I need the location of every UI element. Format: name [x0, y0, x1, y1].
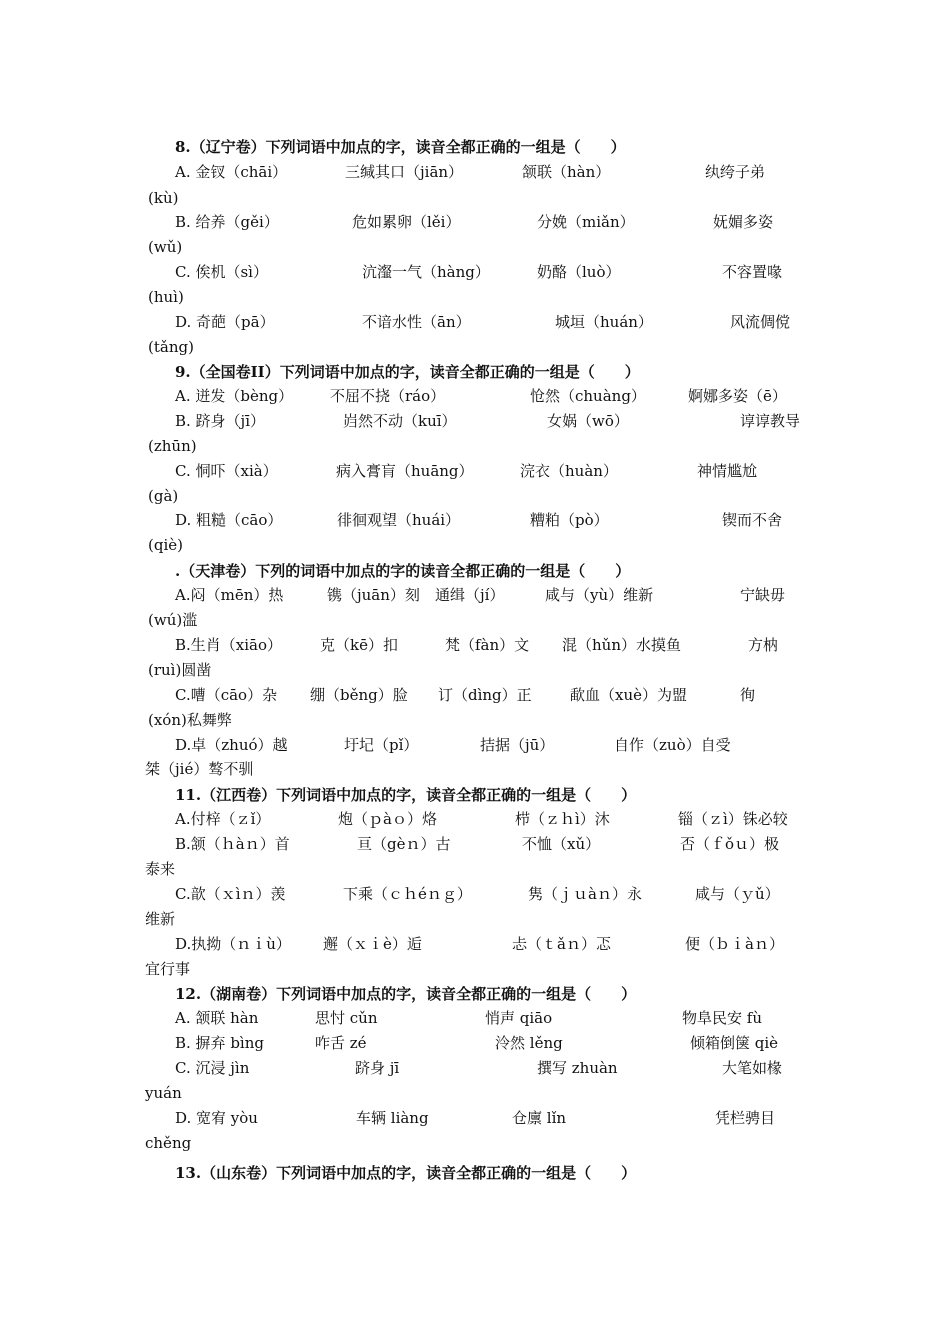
option-item: 徇 — [740, 686, 756, 704]
option-line — [0, 832, 950, 856]
option-item: (ruì)圆凿 — [148, 661, 212, 679]
option-line — [0, 658, 950, 682]
option-item: 倾箱倒箧 qiè — [690, 1034, 779, 1052]
option-item: (zhūn) — [148, 437, 197, 455]
option-item: 泰来 — [145, 860, 176, 878]
option-item: 栉（ｚｈì）沐 — [515, 810, 610, 828]
option-line — [0, 1081, 950, 1105]
option-line — [0, 957, 950, 981]
option-item: 混（hǔn）水摸鱼 — [562, 636, 681, 654]
option-item: 物阜民安 fù — [682, 1009, 762, 1027]
option-item: 邂（ｘｉè）逅 — [323, 935, 422, 953]
question-heading-text: .（天津卷）下列的词语中加点的字的读音全都正确的一组是（ ） — [175, 562, 631, 580]
option-item: C. 沉浸 jìn — [175, 1059, 250, 1077]
option-item: A. 金钗（chāi） — [175, 163, 288, 181]
option-item: 否（ｆǒｕ）极 — [680, 835, 780, 853]
option-item: 咸与（ｙǔ） — [695, 885, 780, 903]
option-item: D. 粗糙（cāo） — [175, 511, 283, 529]
question-heading — [0, 135, 950, 159]
option-item: 克（kē）扣 — [320, 636, 398, 654]
question-heading — [0, 783, 950, 807]
option-item: 奶酪（luò） — [537, 263, 621, 281]
option-item: 神情尴尬 — [697, 462, 758, 480]
option-line — [0, 210, 950, 234]
option-item: 岿然不动（kuī） — [343, 412, 457, 430]
option-line — [0, 1056, 950, 1080]
option-item: B.生肖（xiāo） — [175, 636, 283, 654]
option-item: (kù) — [148, 189, 179, 207]
option-item: 凭栏骋目 — [715, 1109, 776, 1127]
option-item: 咸与（yù）维新 — [545, 586, 654, 604]
option-line — [0, 1006, 950, 1030]
option-line — [0, 285, 950, 309]
option-item: 便（ｂｉàｎ） — [685, 935, 784, 953]
option-line — [0, 384, 950, 408]
option-item: 梵（fàn）文 — [445, 636, 530, 654]
option-line — [0, 683, 950, 707]
option-item: 炮（ｐàｏ）烙 — [338, 810, 437, 828]
option-item: 绷（běng）脸 — [310, 686, 408, 704]
option-item: yuán — [145, 1084, 182, 1102]
option-item: 撰写 zhuàn — [537, 1059, 618, 1077]
option-item: 镌（juān）刻 — [327, 586, 420, 604]
option-item: 大笔如椽 — [722, 1059, 783, 1077]
option-item: 病入膏肓（huāng） — [336, 462, 474, 480]
option-item: 不恤（xǔ） — [522, 835, 601, 853]
option-item: 谆谆教导 — [740, 412, 801, 430]
question-heading-text: 12.（湖南卷）下列词语中加点的字，读音全都正确的一组是（ ） — [175, 985, 637, 1003]
option-line — [0, 434, 950, 458]
option-item: 危如累卵（lěi） — [352, 213, 461, 231]
option-item: 糟粕（pò） — [530, 511, 609, 529]
option-line — [0, 409, 950, 433]
option-item: D. 奇葩（pā） — [175, 313, 275, 331]
option-item: 城垣（huán） — [555, 313, 653, 331]
option-item: 圩圮（pǐ） — [344, 736, 419, 754]
option-item: 不容置喙 — [722, 263, 783, 281]
option-item: 三缄其口（jiān） — [345, 163, 464, 181]
option-item: 通缉（jí） — [435, 586, 505, 604]
option-line — [0, 186, 950, 210]
option-item: C.歆（ｘìｎ）羡 — [175, 885, 286, 903]
question-heading — [0, 982, 950, 1006]
option-item: 咋舌 zé — [315, 1034, 367, 1052]
option-item: chěng — [145, 1134, 192, 1152]
option-item: D. 宽宥 yòu — [175, 1109, 258, 1127]
option-item: 怆然（chuàng） — [530, 387, 646, 405]
option-item: A. 颔联 hàn — [175, 1009, 259, 1027]
question-heading-text: 13.（山东卷）下列词语中加点的字，读音全都正确的一组是（ ） — [175, 1164, 637, 1182]
option-line — [0, 533, 950, 557]
option-item: 思忖 cǔn — [315, 1009, 378, 1027]
question-heading-text: 9.（全国卷II）下列词语中加点的字，读音全都正确的一组是（ ） — [175, 363, 640, 381]
option-line — [0, 235, 950, 259]
option-item: 悄声 qiāo — [485, 1009, 553, 1027]
option-line — [0, 310, 950, 334]
option-line — [0, 857, 950, 881]
option-item: 亘（gèｎ）古 — [357, 835, 451, 853]
option-item: 不谙水性（ān） — [362, 313, 471, 331]
option-item: (qiè) — [148, 536, 183, 554]
option-line — [0, 633, 950, 657]
option-line — [0, 608, 950, 632]
option-item: A.闷（mēn）热 — [175, 586, 284, 604]
question-heading — [0, 559, 950, 583]
option-line — [0, 508, 950, 532]
option-item: 锲而不舍 — [722, 511, 783, 529]
option-item: 仓廪 lǐn — [512, 1109, 567, 1127]
question-heading — [0, 360, 950, 384]
option-item: 拮据（jū） — [480, 736, 555, 754]
option-line — [0, 260, 950, 284]
option-item: (tǎng) — [148, 338, 194, 356]
option-line — [0, 757, 950, 781]
option-item: (gà) — [148, 487, 179, 505]
option-item: 婀娜多姿（ē） — [688, 387, 787, 405]
option-item: C.嘈（cāo）杂 — [175, 686, 278, 704]
option-item: A. 迸发（bèng） — [175, 387, 294, 405]
option-item: (huì) — [148, 288, 184, 306]
option-line — [0, 708, 950, 732]
option-line — [0, 484, 950, 508]
option-item: 隽（ｊｕàｎ）永 — [528, 885, 642, 903]
option-line — [0, 335, 950, 359]
option-item: 浣衣（huàn） — [520, 462, 618, 480]
option-line — [0, 459, 950, 483]
option-item: D.执拗（ｎｉù） — [175, 935, 291, 953]
option-line — [0, 160, 950, 184]
option-item: C. 恫吓（xià） — [175, 462, 278, 480]
option-item: B.颔（ｈàｎ）首 — [175, 835, 290, 853]
option-item: (wú)滥 — [148, 611, 198, 629]
option-item: 泠然 lěng — [495, 1034, 563, 1052]
option-item: 忐（ｔǎｎ）忑 — [512, 935, 611, 953]
option-item: D.卓（zhuó）越 — [175, 736, 288, 754]
option-item: 徘徊观望（huái） — [337, 511, 461, 529]
option-item: 宜行事 — [145, 960, 191, 978]
option-line — [0, 882, 950, 906]
option-item: A.付梓（ｚǐ） — [175, 810, 271, 828]
option-item: C. 俟机（sì） — [175, 263, 268, 281]
option-item: 下乘（ｃｈéｎｇ） — [343, 885, 472, 903]
option-item: 桀（jié）骜不驯 — [145, 760, 254, 778]
option-line — [0, 1106, 950, 1130]
option-item: 订（dìng）正 — [438, 686, 532, 704]
option-item: 跻身 jī — [355, 1059, 400, 1077]
option-item: 沆瀣一气（hàng） — [362, 263, 490, 281]
option-item: 不屈不挠（ráo） — [330, 387, 446, 405]
option-line — [0, 733, 950, 757]
option-line — [0, 1131, 950, 1155]
option-item: 宁缺毋 — [740, 586, 786, 604]
option-item: 纨绔子弟 — [705, 163, 766, 181]
option-item: (wǔ) — [148, 238, 183, 256]
option-item: 女娲（wō） — [547, 412, 629, 430]
option-item: 车辆 liàng — [356, 1109, 429, 1127]
option-item: B. 给养（gěi） — [175, 213, 279, 231]
option-item: 方枘 — [748, 636, 779, 654]
option-item: 妩媚多姿 — [713, 213, 774, 231]
question-heading-text: 8.（辽宁卷）下列词语中加点的字，读音全都正确的一组是（ ） — [175, 138, 626, 156]
option-line — [0, 583, 950, 607]
option-item: 自作（zuò）自受 — [614, 736, 731, 754]
option-line — [0, 807, 950, 831]
option-item: B. 摒弃 bìng — [175, 1034, 264, 1052]
option-item: 歃血（xuè）为盟 — [570, 686, 687, 704]
question-heading-text: 11.（江西卷）下列词语中加点的字，读音全都正确的一组是（ ） — [175, 786, 637, 804]
option-item: (xón)私舞弊 — [148, 711, 232, 729]
option-item: B. 跻身（jī） — [175, 412, 266, 430]
option-line — [0, 932, 950, 956]
option-item: 分娩（miǎn） — [537, 213, 635, 231]
option-item: 风流倜傥 — [730, 313, 791, 331]
option-item: 锱（ｚì）铢必较 — [678, 810, 788, 828]
option-line — [0, 907, 950, 931]
question-heading — [0, 1161, 950, 1185]
option-line — [0, 1031, 950, 1055]
option-item: 维新 — [145, 910, 176, 928]
option-item: 颔联（hàn） — [522, 163, 611, 181]
